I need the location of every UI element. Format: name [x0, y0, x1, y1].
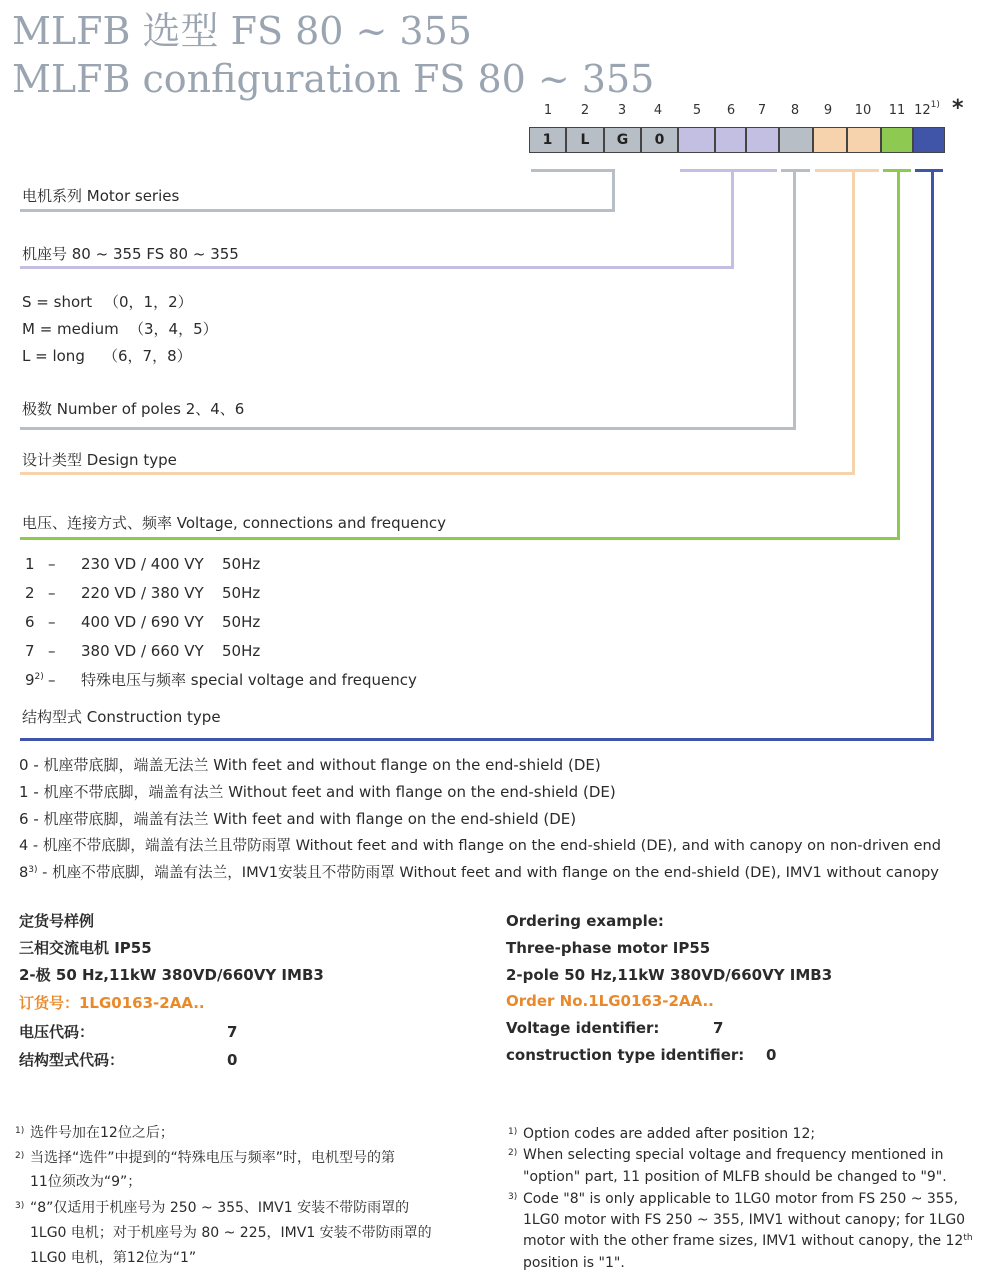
voltage-heading: 电压、连接方式、频率 Voltage, connections and frequency — [22, 514, 447, 532]
length-code-values: （3，4，5） — [129, 320, 218, 338]
construction-text: - 机座带底脚，端盖有法兰 With feet and with flange on the end-shield (DE) — [28, 810, 577, 828]
voltage-value: 380 VD / 660 VY — [81, 642, 204, 660]
code-cell-7 — [746, 127, 779, 153]
footnote-line: Code "8" is only applicable to 1LG0 motor from FS 250 ~ 355, — [523, 1191, 959, 1207]
construction-text: - 机座不带底脚，端盖有法兰 Without feet and with flange on the end-shield (DE) — [28, 783, 616, 801]
ordinal-suffix: th — [963, 1233, 973, 1243]
code-cell-10 — [847, 127, 881, 153]
connector-line-voltage-under — [20, 537, 900, 540]
voltage-dash: – — [48, 642, 56, 660]
footnote-marker: 1) — [508, 1127, 518, 1137]
voltage-value: 220 VD / 380 VY — [81, 584, 204, 602]
position-number: 4 — [653, 103, 663, 118]
connector-line-series-under — [20, 209, 615, 212]
connector-line-poles-drop — [793, 169, 796, 430]
example-voltage-label: 电压代码： — [19, 1023, 95, 1041]
example-construction-value: 0 — [227, 1051, 238, 1069]
voltage-dash: – — [48, 671, 56, 689]
position-number: 2 — [580, 103, 590, 118]
voltage-code: 7 — [25, 642, 35, 660]
example-construction-value: 0 — [766, 1046, 777, 1064]
footnote-line: 1LG0 电机，第12位为“1” — [30, 1250, 197, 1266]
code-cell-11 — [881, 127, 913, 153]
footnote-line: "option" part, 11 position of MLFB should be changed to "9". — [523, 1169, 947, 1185]
connector-line-frame-top — [680, 169, 777, 172]
length-code-label: M = medium — [22, 320, 119, 338]
footnote-line: 1LG0 motor with FS 250 ~ 355, IMV1 without canopy; for 1LG0 — [523, 1212, 966, 1228]
voltage-dash: – — [48, 613, 56, 631]
position-number: 1 — [543, 103, 553, 118]
page-title-en: MLFB configuration FS 80 ~ 355 — [12, 57, 655, 101]
design-type-label: 设计类型 Design type — [22, 451, 177, 469]
footnote-line: motor with the other frame sizes, IMV1 without canopy, the 12 — [523, 1233, 964, 1249]
footnote-line: 选件号加在12位之后； — [30, 1125, 174, 1141]
example-construction-label: 结构型式代码： — [19, 1051, 125, 1069]
voltage-value: 230 VD / 400 VY — [81, 555, 204, 573]
construction-item — [19, 782, 616, 802]
footnote-ref: 2) — [34, 672, 44, 682]
frame-size-label: 机座号 80 ~ 355 FS 80 ~ 355 — [22, 245, 239, 263]
asterisk-mark: * — [952, 96, 964, 121]
length-code-values: （6，7，8） — [103, 347, 192, 365]
construction-code: 4 — [19, 837, 29, 854]
code-cell-5 — [678, 127, 715, 153]
footnote-line-with-sup — [523, 1231, 973, 1251]
construction-code: 0 — [19, 756, 29, 774]
page-title-cn: MLFB 选型 FS 80 ~ 355 — [12, 9, 472, 53]
construction-heading: 结构型式 Construction type — [22, 708, 221, 726]
code-cell-1: 1 — [529, 127, 566, 153]
example-order-number: 订货号：1LG0163-2AA.. — [19, 994, 205, 1012]
connector-line-design-top — [815, 169, 879, 172]
example-spec: 2-极 50 Hz,11kW 380VD/660VY IMB3 — [19, 966, 324, 984]
connector-line-construction-drop — [931, 169, 934, 741]
footnote-line: When selecting special voltage and frequency mentioned in — [523, 1147, 944, 1163]
connector-line-series-top — [531, 169, 615, 172]
construction-code: 8 — [19, 864, 29, 881]
voltage-special-text: 特殊电压与频率 special voltage and frequency — [81, 671, 417, 689]
code-cell-6 — [715, 127, 746, 153]
code-cell-4: 0 — [641, 127, 678, 153]
voltage-code: 2 — [25, 584, 35, 602]
footnote-line: position is "1". — [523, 1255, 625, 1271]
connector-line-poles-under — [20, 427, 796, 430]
length-code-label: S = short — [22, 293, 93, 311]
footnote-line: 当选择“选件”中提到的“特殊电压与频率”时，电机型号的第 — [30, 1150, 396, 1166]
voltage-value: 400 VD / 690 VY — [81, 613, 204, 631]
poles-label: 极数 Number of poles 2、4、6 — [22, 400, 245, 418]
position-number: 6 — [726, 103, 736, 118]
footnote-line: “8”仅适用于机座号为 250 ~ 355、IMV1 安装不带防雨罩的 — [30, 1200, 410, 1216]
example-motor: 三相交流电机 IP55 — [19, 939, 152, 957]
example-voltage-value: 7 — [713, 1019, 724, 1037]
position-number: 10 — [854, 103, 872, 118]
motor-series-label: 电机系列 Motor series — [22, 187, 180, 205]
voltage-dash: – — [48, 555, 56, 573]
construction-item — [19, 809, 576, 829]
position-number: 12 — [914, 103, 931, 118]
code-cell-12 — [913, 127, 945, 153]
voltage-code: 6 — [25, 613, 35, 631]
voltage-frequency: 50Hz — [222, 613, 261, 631]
connector-line-design-under — [20, 472, 855, 475]
footnote-marker: 3) — [508, 1192, 518, 1202]
example-heading: Ordering example: — [506, 912, 664, 930]
position-number: 5 — [692, 103, 702, 118]
connector-line-voltage-drop — [897, 169, 900, 540]
position-number: 8 — [790, 103, 800, 118]
voltage-code-special — [25, 670, 44, 690]
footnote-marker: 1) — [15, 1126, 25, 1136]
voltage-code: 1 — [25, 555, 35, 573]
example-voltage-label: Voltage identifier: — [506, 1019, 660, 1037]
length-code-values: （0，1，2） — [104, 293, 193, 311]
example-heading: 定货号样例 — [19, 912, 95, 930]
construction-item — [19, 755, 601, 775]
footnote-line: Option codes are added after position 12; — [523, 1126, 816, 1142]
example-order-number: Order No.1LG0163-2AA.. — [506, 992, 714, 1010]
example-construction-label: construction type identifier: — [506, 1046, 745, 1064]
voltage-dash: – — [48, 584, 56, 602]
code-cell-8 — [779, 127, 813, 153]
position-number: 11 — [888, 103, 906, 118]
connector-line-frame-drop — [731, 169, 734, 269]
code-cell-2: L — [566, 127, 604, 153]
footnote-marker: 3) — [15, 1201, 25, 1211]
construction-text: - 机座不带底脚，端盖有法兰，IMV1安装且不带防雨罩 Without feet and with flange on the end-shield (DE), IMV1 without canopy — [37, 864, 939, 881]
code-cell-9 — [813, 127, 847, 153]
footnote-line: 1LG0 电机；对于机座号为 80 ~ 225，IMV1 安装不带防雨罩的 — [30, 1225, 432, 1241]
position-number: 7 — [757, 103, 767, 118]
footnote-marker: 2) — [15, 1151, 25, 1161]
length-code-label: L = long — [22, 347, 85, 365]
example-voltage-value: 7 — [227, 1023, 238, 1041]
voltage-frequency: 50Hz — [222, 642, 261, 660]
position-number-12 — [912, 100, 942, 118]
connector-line-series-drop — [612, 169, 615, 212]
voltage-frequency: 50Hz — [222, 555, 261, 573]
construction-item — [19, 836, 941, 856]
voltage-code: 9 — [25, 671, 35, 689]
position-number: 3 — [617, 103, 627, 118]
connector-line-design-drop — [852, 169, 855, 475]
footnote-line: 11位须改为“9”； — [30, 1174, 142, 1190]
connector-line-frame-under — [20, 266, 734, 269]
example-spec: 2-pole 50 Hz,11kW 380VD/660VY IMB3 — [506, 966, 833, 984]
construction-text: - 机座带底脚，端盖无法兰 With feet and without flange on the end-shield (DE) — [28, 756, 601, 774]
footnote-ref: 1) — [930, 100, 940, 110]
connector-line-construction-top — [915, 169, 943, 172]
code-cell-3: G — [604, 127, 641, 153]
example-motor: Three-phase motor IP55 — [506, 939, 711, 957]
position-number: 9 — [823, 103, 833, 118]
voltage-frequency: 50Hz — [222, 584, 261, 602]
footnote-ref: 3) — [28, 865, 38, 875]
construction-text: - 机座不带底脚，端盖有法兰且带防雨罩 Without feet and with flange on the end-shield (DE), and with canopy on non-driven end — [28, 837, 941, 854]
construction-item — [19, 863, 939, 883]
construction-code: 1 — [19, 783, 29, 801]
construction-code: 6 — [19, 810, 29, 828]
footnote-marker: 2) — [508, 1148, 518, 1158]
connector-line-construction-under — [20, 738, 934, 741]
